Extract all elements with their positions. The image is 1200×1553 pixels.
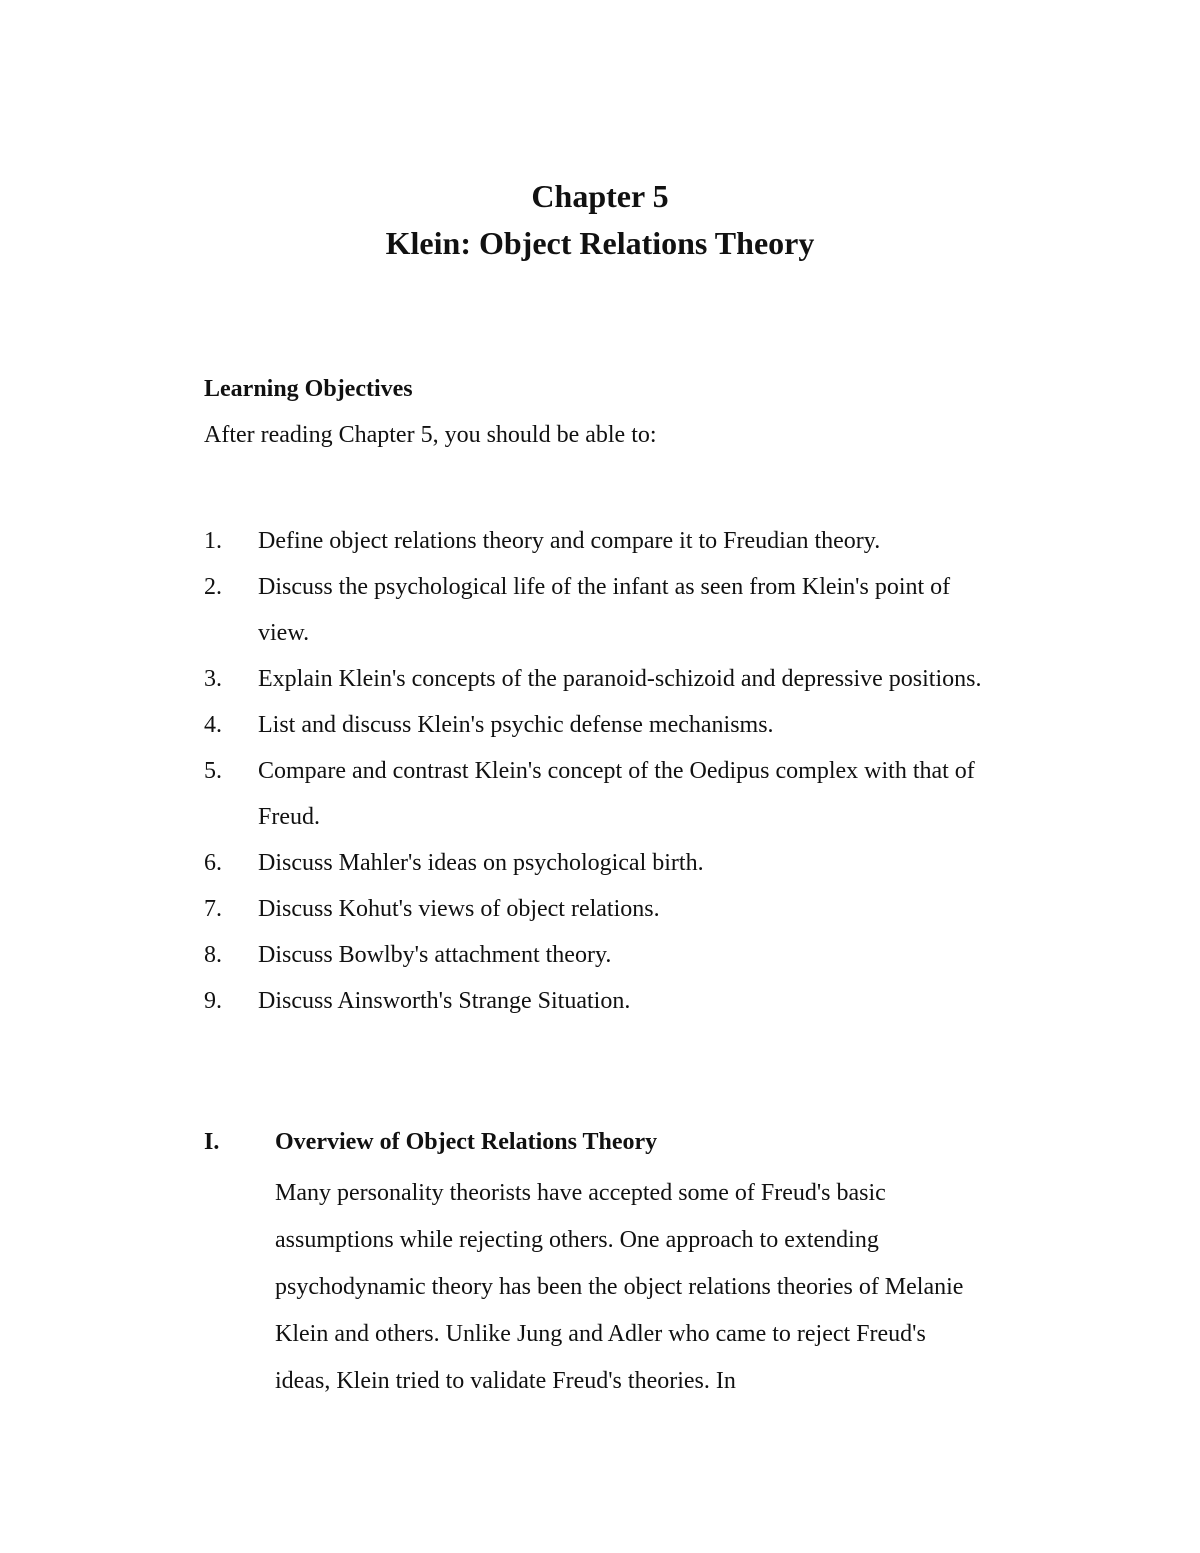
list-item-number: 5. bbox=[204, 758, 222, 784]
section-title: Overview of Object Relations Theory bbox=[275, 1129, 658, 1155]
list-item-number: 3. bbox=[204, 666, 222, 692]
section-overview bbox=[204, 1125, 1004, 1405]
list-item-number: 9. bbox=[204, 988, 222, 1014]
list-item-number: 2. bbox=[204, 574, 222, 600]
list-item bbox=[204, 978, 1004, 1024]
list-item-text: List and discuss Klein's psychic defense mechanisms. bbox=[258, 712, 774, 738]
list-item-text: Discuss Mahler's ideas on psychological birth. bbox=[258, 850, 704, 876]
list-item-text: Compare and contrast Klein's concept of the Oedipus complex with that of Freud. bbox=[258, 758, 975, 830]
list-item-text: Define object relations theory and compare it to Freudian theory. bbox=[258, 528, 881, 554]
list-item-text: Explain Klein's concepts of the paranoid-schizoid and depressive positions. bbox=[258, 666, 982, 692]
chapter-title: Klein: Object Relations Theory bbox=[385, 225, 815, 261]
section-number: I. bbox=[204, 1129, 220, 1155]
learning-objectives-intro: After reading Chapter 5, you should be able to: bbox=[204, 422, 657, 448]
list-item-text: Discuss Ainsworth's Strange Situation. bbox=[258, 988, 631, 1014]
list-item bbox=[204, 518, 1004, 564]
section-heading bbox=[204, 1125, 1004, 1159]
objectives-list bbox=[204, 518, 1004, 1024]
list-item-number: 4. bbox=[204, 712, 222, 738]
list-item bbox=[204, 656, 1004, 702]
list-item bbox=[204, 748, 1004, 840]
list-item-text: Discuss Kohut's views of object relations. bbox=[258, 896, 660, 922]
learning-objectives-heading: Learning Objectives bbox=[204, 376, 413, 402]
list-item bbox=[204, 886, 1004, 932]
list-item bbox=[204, 932, 1004, 978]
list-item bbox=[204, 564, 1004, 656]
chapter-number: Chapter 5 bbox=[531, 178, 669, 214]
list-item bbox=[204, 840, 1004, 886]
list-item-number: 8. bbox=[204, 942, 222, 968]
list-item-number: 7. bbox=[204, 896, 222, 922]
list-item-number: 1. bbox=[204, 528, 222, 554]
list-item-number: 6. bbox=[204, 850, 222, 876]
list-item bbox=[204, 702, 1004, 748]
section-paragraph: Many personality theorists have accepted some of Freud's basic assumptions while rejecting others. One approach to extending psychodynamic theory has been the object relations theories of Melanie Klein and others. Unlike Jung and Adler who came to reject Freud's ideas, Klein tried to validate Freud's theories. In bbox=[275, 1180, 964, 1394]
list-item-text: Discuss Bowlby's attachment theory. bbox=[258, 942, 612, 968]
list-item-text: Discuss the psychological life of the infant as seen from Klein's point of view. bbox=[258, 574, 951, 646]
